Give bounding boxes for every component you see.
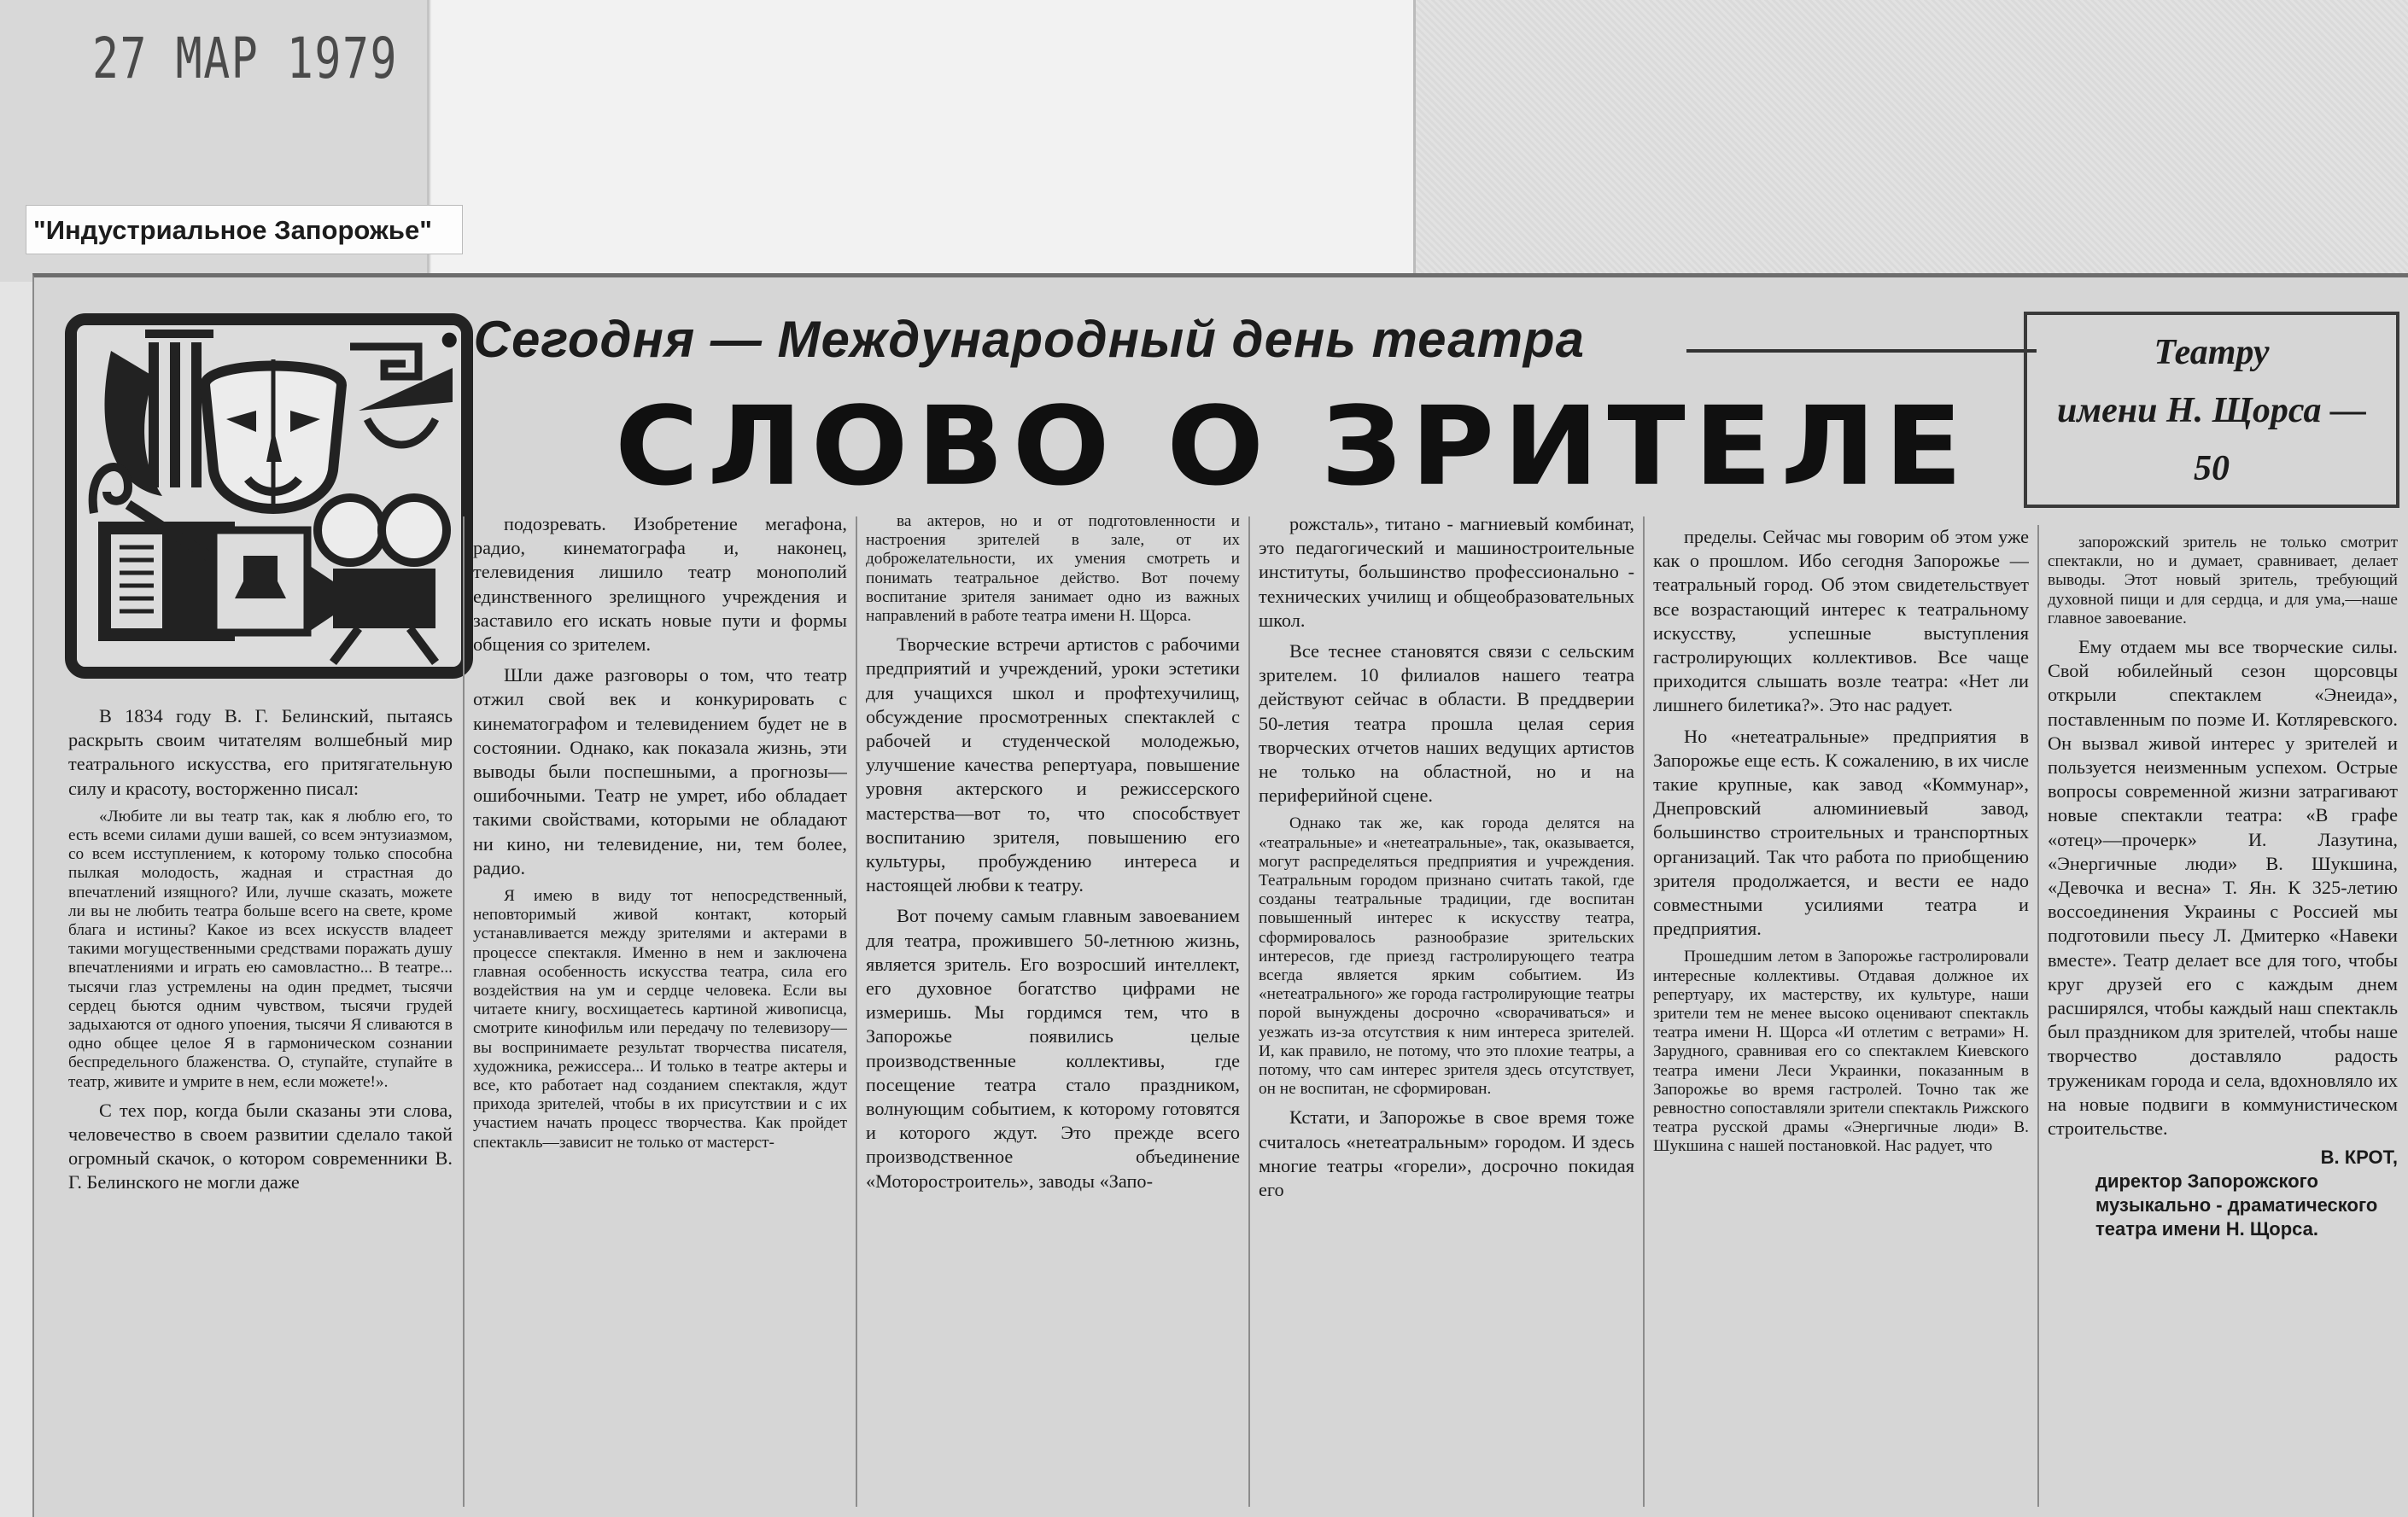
column-rule (856, 516, 857, 1507)
rubric: • Сегодня — Международный день театра (440, 311, 1585, 368)
date-stamp: 27 МАР 1979 (92, 26, 399, 91)
paragraph: ва актеров, но и от подготовленности и настроения зрителей в зале, от их доброжелательности, их умения смотреть и понимать театральное действо. Вот почему воспитание зрителя занимает одно из важных направлений в работе театра имени Н. Щорса. (866, 512, 1240, 626)
column-rule (1248, 516, 1250, 1507)
column-rule (1643, 516, 1645, 1507)
paragraph: Но «нетеатральные» предприятия в Запорожье еще есть. К сожалению, в их числе такие крупные, как завод «Коммунар», Днепровский алюминиевый завод, большинство строительных и транспортных организаций. Так что работа по приобщению зрителя продолжается, и вести ее надо совместными усилиями театра и предприятия. (1653, 725, 2029, 940)
blank-paper-area (431, 0, 1413, 290)
pasteboard-right (1413, 0, 2408, 307)
article-column-1 (68, 704, 453, 1502)
newspaper-source-label: "Индустриальное Запорожье" (26, 205, 463, 254)
anniversary-line-3: 50 (2194, 449, 2230, 488)
paragraph: Однако так же, как города делятся на «театральные» и «нетеатральные», так, оказывается, могут распределяться предприятия и учреждения. Театральным городом признано считать такой, где созданы театральные традиции, где воспитан повышенный интерес к искусству театра, сформировалось разнообразие зрительских интересов, где приезд гастролирующего театра всегда является ярким событием. Из «нетеатрального» же города гастролирующие театры порой вынуждены досрочно «сворачиваться» и уезжать из-за отсутствия к ним интереса зрителей. И, как правило, не потому, что это плохие театры, а потому, что сам интерес зрителя здесь отсутствует, он не воспитан, не сформирован. (1259, 814, 1634, 1099)
paragraph: Кстати, и Запорожье в свое время тоже считалось «нетеатральным» городом. И здесь многие театры «горели», досрочно покидая его (1259, 1106, 1634, 1201)
paragraph: рожсталь», титано - магниевый комбинат, это педагогический и машиностроительные институты, большинство профессионально - технических училищ и общеобразовательных школ. (1259, 513, 1634, 631)
column-rule (2037, 525, 2039, 1507)
author-byline: В. КРОТ, (2320, 1147, 2398, 1169)
paragraph: С тех пор, когда были сказаны эти слова, человечество в своем развитии сделало такой огромный скачок, о котором современники В. Г. Белинского не могли даже (68, 1099, 453, 1193)
paragraph: Творческие встречи артистов с рабочими предприятий и учреждений, уроки эстетики для учащихся школ и профтехучилищ, обсуждение просмотренных спектаклей с рабочей и студенческой молодежью, улучшение качества репертуара, повышение уровня актерского и режиссерского мастерства—вот то, что способствует воспитанию зрителя, повышению его культуры, пробуждению интереса и настоящей любви к театру. (866, 633, 1240, 896)
paragraph: «Любите ли вы театр так, как я люблю его, то есть всеми силами души вашей, со всем энтузиазмом, со всем исступлением, к которому только способна пылкая молодость, жадная и страстная до впечатлений изящного? Или, лучше сказать, можете ли вы не любить театра больше всего на свете, кроме блага и истины? Какое из всех искусств владеет такими могущественными средствами поражать душу впечатлениями и играть ею самовластно... В театре... тысячи глаз устремлены на один предмет, тысячи сердец бьются одним чувством, тысячи грудей задыхаются от одного упоения, тысячи Я сливаются в одно общее целое Я в гармоническом сознании беспредельного блаженства. О, ступайте, ступайте в театр, живите и умрите в нем, если можете!». (68, 807, 453, 1091)
paragraph: пределы. Сейчас мы говорим об этом уже как о прошлом. Ибо сегодня Запорожье — театральный город. Об этом свидетельствует все возрастающий интерес к театральному искусству, успешные выступления гастролирующих коллективов. Все чаще приходится слышать возле театра: «Нет ли лишнего билетика?». Это нас радует. (1653, 526, 2029, 716)
paragraph: Прошедшим летом в Запорожье гастролировали интересные коллективы. Отдавая должное их репертуару, их мастерству, их культуре, наши зрители тем не менее высоко оценивают спектакль театра имени Н. Щорса «И отлетим с ветрами» Н. Зарудного, сравнивая его со спектаклем Киевского театра имени Леси Украинки, показанным в Запорожье во время гастролей. Точно так же ревностно сопоставляли зрители спектакль Рижского театра русской драмы «Энергичные люди» В. Шукшина с нашей постановкой. Нас радует, что (1653, 948, 2029, 1156)
column-rule (463, 516, 465, 1507)
newspaper-clipping (32, 273, 2408, 1517)
theatre-logo-icon (65, 313, 473, 679)
rubric-rule (1686, 349, 2037, 353)
article-column-2 (473, 512, 847, 1502)
article-column-6 (2048, 534, 2398, 1502)
anniversary-line-2: имени Н. Щорса — (2057, 391, 2366, 430)
paragraph: Все теснее становятся связи с сельским зрителем. 10 филиалов нашего театра действуют сейчас в области. В преддверии 50-летия театра прошла целая серия творческих отчетов наших ведущих артистов не только на областной, но и на периферийной сцене. (1259, 640, 1634, 807)
headline: СЛОВО О ЗРИТЕЛЕ (615, 382, 1972, 511)
anniversary-line-1: Театру (2154, 333, 2270, 372)
paragraph: подозревать. Изобретение мегафона, радио, кинематографа и, наконец, телевидения лишило театр монополий единственного зрелищного учреждения и заставило его искать новые пути и формы общения со зрителем. (473, 513, 847, 656)
paragraph: Шли даже разговоры о том, что театр отжил свой век и конкурировать с кинематографом и телевидением будет не в состоянии. Однако, как показала жизнь, эти выводы были поспешными, а прогнозы—ошибочными. Театр не умрет, ибо обладает такими свойствами, которыми не обладают ни кино, ни телевидение, ни, тем более, радио. (473, 664, 847, 878)
author-signature: директор Запорожского музыкально - драматического театра имени Н. Щорса. (2095, 1170, 2378, 1240)
article-column-5 (1653, 525, 2029, 1502)
paragraph: Ему отдаем мы все творческие силы. Свой юбилейный сезон щорсовцы открыли спектаклем «Энеида», поставленным по поэме И. Котляревского. Он вызвал живой интерес у зрителей и пользуется неизменным успехом. Острые вопросы современной жизни затрагивают новые спектакли театра: «В графе «отец»—прочерк» И. Лазутина, «Энергичные люди» В. Шукшина, «Девочка и весна» Т. Ян. К 325-летию воссоединения Украины с Россией мы подготовили пьесу Л. Дмитерко «Навеки вместе». Театр делает все для того, чтобы круг друзей его с каждым днем расширялся, чтобы каждый наш спектакль был праздником для зрителей, чтобы наше творчество доставляло радость труженикам города и села, вдохновляло их на новые подвиги в коммунистическом строительстве. (2048, 636, 2398, 1140)
paragraph: Вот почему самым главным завоеванием для театра, прожившего 50-летнюю жизнь, является зритель. Его возросший интеллект, его духовное богатство цифрами не измеришь. Мы гордимся тем, что в Запорожье появились целые производственные коллективы, где посещение театра стало праздником, волнующим событием, к которому готовятся и которого ждут. Это прежде всего производственное объединение «Моторостроитель», заводы «Запо- (866, 905, 1240, 1192)
article-column-4 (1259, 512, 1634, 1502)
anniversary-box (2024, 312, 2399, 508)
paragraph: Я имею в виду тот непосредственный, неповторимый живой контакт, который устанавливается между зрителями и актерами в процессе спектакля. Именно в нем и заключена главная особенность искусства театра, сила его воздействия на ум и сердце человека. Если вы читаете книгу, восхищаетесь картиной живописца, смотрите кинофильм или передачу по телевизору—вы воспринимаете результат творчества писателя, художника, режиссера... И только в театре актеры и все, кто работает над созданием спектакля, ждут прихода зрителей, чтобы в их присутствии и с их участием начать процесс творчества. Как пройдет спектакль—зависит не только от мастерст- (473, 887, 847, 1152)
paragraph: запорожский зритель не только смотрит спектакли, но и думает, сравнивает, делает выводы. Этот новый зритель, требующий духовной пищи и для сердца, и для ума,—наше главное завоевание. (2048, 534, 2398, 627)
article-column-3 (866, 512, 1240, 1502)
paragraph: В 1834 году В. Г. Белинский, пытаясь раскрыть своим читателям волшебный мир театрального искусства, его притягательную силу и красоту, восторженно писал: (68, 705, 453, 799)
